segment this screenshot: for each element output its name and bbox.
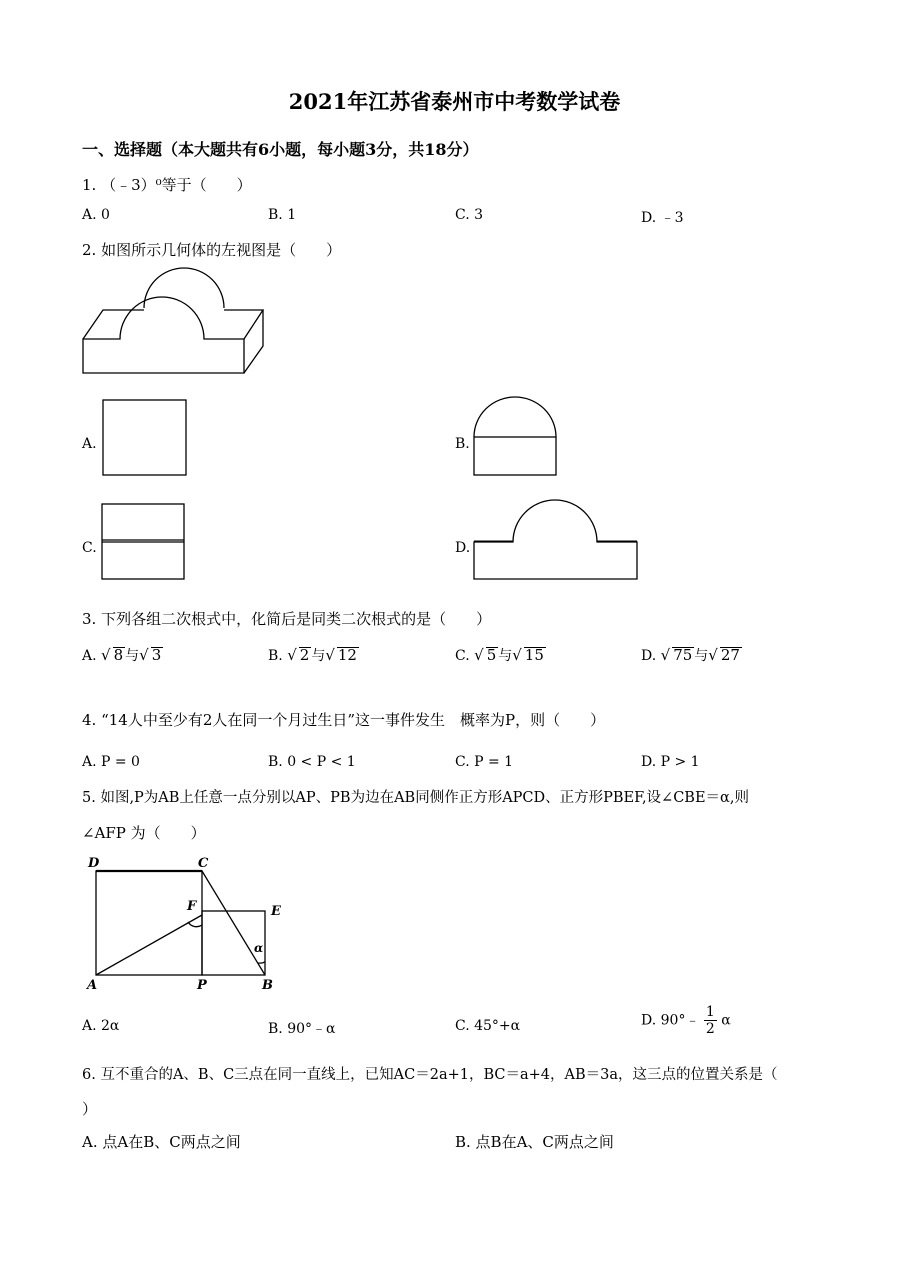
q3-option-d-label: D. (641, 648, 657, 664)
q3-a-with: 与 (125, 648, 140, 664)
label-A: A (87, 978, 98, 993)
label-B: B (262, 978, 273, 993)
q5-d-prefix: D. 90°﹣ (641, 1012, 700, 1029)
q3-option-c-label: C. (455, 648, 470, 664)
question-5-stem-line1: 5. 如图,P为AB上任意一点分别以AP、PB为边在AB同侧作正方形APCD、正方形PBEF,设∠CBE＝α,则 (82, 790, 749, 806)
q5-option-a: A. 2α (82, 1018, 120, 1034)
question-4-stem: 4. “14人中至少有2人在同一个月过生日”这一事件发生 概率为P，则（ ） (82, 711, 606, 729)
q3-option-c: C. √ 5 与√ 15 (455, 646, 544, 664)
q3-c-radicand-1: 5 (486, 646, 497, 664)
page-title: 2021年江苏省泰州市中考数学试卷 (288, 89, 621, 114)
q3-a-radicand-1: 8 (113, 646, 124, 664)
q5-d-suffix: α (721, 1012, 731, 1029)
q3-c-radicand-2: 15 (524, 646, 544, 664)
q3-d-radicand-2: 27 (720, 646, 740, 664)
label-F: F (187, 899, 197, 914)
q3-option-a: A. √ 8 与√ 3 (82, 646, 162, 664)
q2-option-a: A. (82, 436, 97, 452)
label-alpha: α (254, 941, 264, 955)
question-3-stem: 3. 下列各组二次根式中，化简后是同类二次根式的是（ ） (82, 610, 492, 628)
q5-option-b: B. 90°﹣α (268, 1021, 336, 1037)
q2-option-d: D. (455, 540, 471, 556)
q5-d-denominator: 2 (705, 1021, 715, 1037)
question-6-stem-line2: ） (82, 1100, 98, 1118)
q4-option-d: D. P > 1 (641, 754, 700, 770)
q2-option-c: C. (82, 540, 97, 556)
q5-d-fraction (704, 1004, 717, 1037)
q3-a-radicand-2: 3 (151, 646, 162, 664)
q6-option-b: B. 点B在A、C两点之间 (455, 1133, 614, 1151)
q1-option-a: A. 0 (82, 207, 110, 223)
label-C: C (198, 856, 209, 871)
label-D: D (88, 856, 100, 871)
question-5-stem-line2: ∠AFP 为（ ） (82, 824, 206, 842)
solid-figure (82, 266, 297, 378)
q2-option-b: B. (455, 436, 470, 452)
q3-option-b: B. √ 2 与√ 12 (268, 646, 357, 664)
q5-option-d (641, 1004, 731, 1037)
question-6-stem-line1: 6. 互不重合的A、B、C三点在同一直线上，已知AC＝2a+1，BC＝a+4，AB＝3a，这三点的位置关系是（ (82, 1067, 778, 1083)
label-E: E (271, 904, 281, 919)
q3-d-with: 与 (694, 648, 709, 664)
q3-b-radicand-1: 2 (299, 646, 310, 664)
q5-d-numerator: 1 (705, 1004, 715, 1020)
q3-b-with: 与 (311, 648, 326, 664)
q3-option-d: D. √ 75 与√ 27 (641, 646, 740, 664)
q3-d-radicand-1: 75 (673, 646, 693, 664)
option-c-split-rect (101, 503, 187, 582)
q1-option-c: C. 3 (455, 207, 484, 223)
q3-c-with: 与 (498, 648, 513, 664)
q3-option-a-label: A. (82, 648, 97, 664)
option-a-square (102, 399, 188, 477)
section-heading: 一、选择题（本大题共有6小题，每小题3分，共18分） (82, 140, 479, 159)
label-P: P (197, 978, 207, 993)
q1-option-d: D. ﹣3 (641, 210, 684, 226)
q4-option-a: A. P = 0 (82, 754, 140, 770)
squares-figure (84, 852, 284, 992)
q5-option-c: C. 45°+α (455, 1018, 521, 1034)
q1-option-b: B. 1 (268, 207, 297, 223)
q6-option-a: A. 点A在B、C两点之间 (82, 1133, 241, 1151)
option-b-dome (473, 396, 559, 478)
question-2-stem: 2. 如图所示几何体的左视图是（ ） (82, 241, 342, 259)
q4-option-b: B. 0 < P < 1 (268, 754, 356, 770)
q4-option-c: C. P = 1 (455, 754, 514, 770)
q3-option-b-label: B. (268, 648, 283, 664)
q3-b-radicand-2: 12 (337, 646, 357, 664)
question-1-stem: 1. （﹣3）⁰等于（ ） (82, 176, 252, 194)
option-d-front-view (473, 498, 640, 582)
